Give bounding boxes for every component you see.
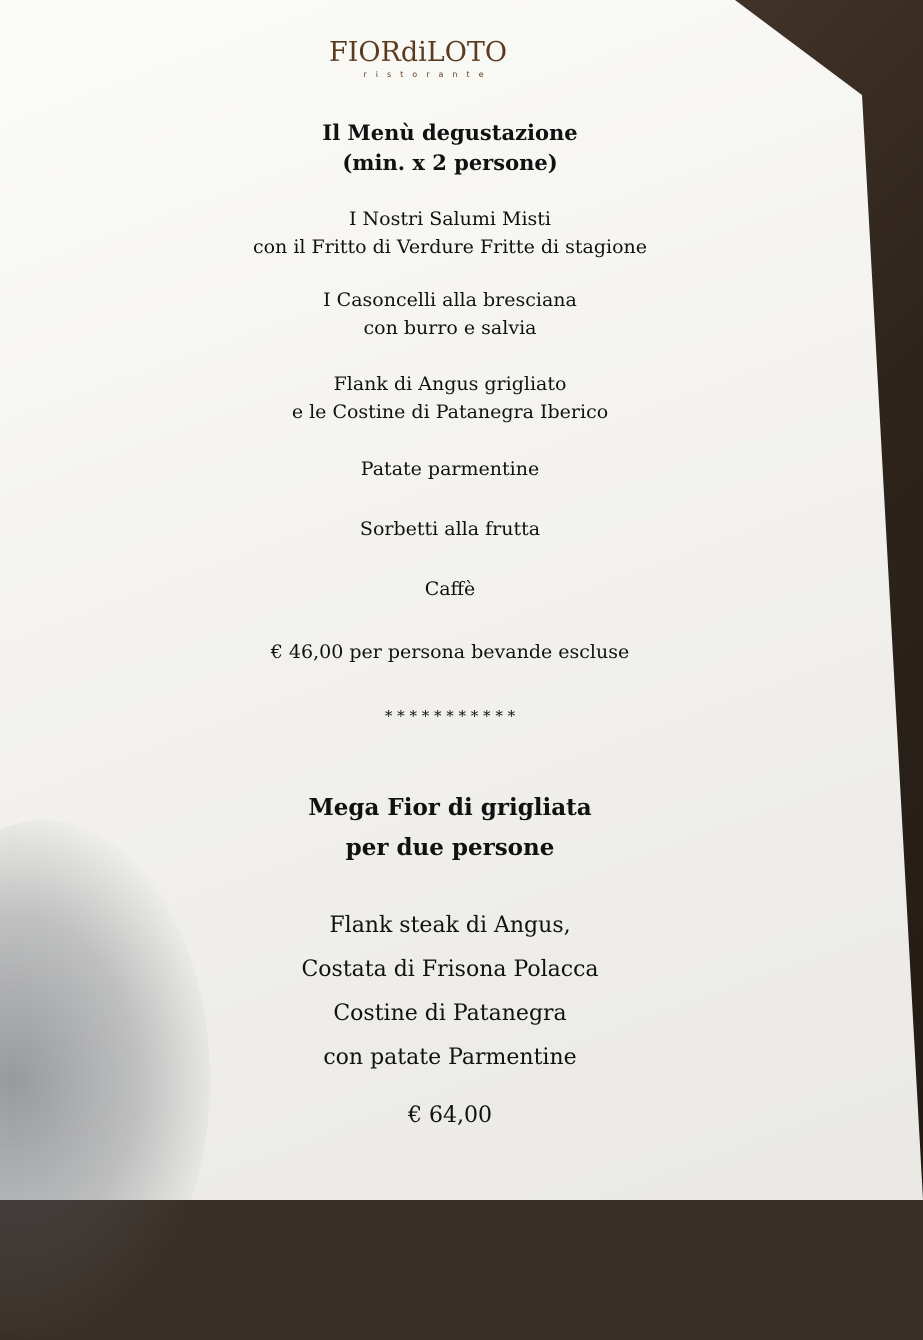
grill-item-4: con patate Parmentine [323,1045,577,1070]
course-2 [140,286,760,342]
tasting-subtitle: (min. x 2 persone) [342,150,558,175]
grill-title-line-1: Mega Fior di grigliata [308,794,592,821]
course-5-line: Sorbetti alla frutta [359,518,541,540]
course-3-line-2: e le Costine di Patanegra Iberico [291,401,609,423]
tasting-menu-title [140,118,760,178]
tasting-price-line: € 46,00 per persona bevande escluse [270,641,630,663]
grill-item-3: Costine di Patanegra [333,1001,567,1026]
course-5 [140,515,760,543]
grill-item-2: Costata di Frisona Polacca [301,957,599,982]
logo-name: FIORdiLOTO [329,37,507,68]
course-2-line-1: I Casoncelli alla bresciana [323,289,577,311]
course-1-line-2: con il Fritto di Verdure Fritte di stagione [252,236,648,258]
course-4-line: Patate parmentine [360,458,540,480]
grill-item-1: Flank steak di Angus, [329,913,571,938]
grill-price [140,1094,760,1138]
restaurant-logo [318,36,518,96]
grill-title [140,788,760,868]
grill-price-line: € 64,00 [408,1103,492,1128]
grill-items [140,904,760,1080]
course-1-line-1: I Nostri Salumi Misti [349,208,551,230]
tasting-price [140,638,760,666]
course-4 [140,455,760,483]
course-2-line-2: con burro e salvia [363,317,537,339]
course-1 [140,205,760,261]
logo-subtitle: ristorante [363,70,493,79]
course-3-line-1: Flank di Angus grigliato [333,373,567,395]
section-divider [140,702,760,730]
divider-stars: * * * * * * * * * * * [384,707,516,725]
course-3 [140,370,760,426]
course-6 [140,575,760,603]
grill-title-line-2: per due persone [345,834,555,861]
tasting-title: Il Menù degustazione [322,120,578,145]
course-6-line: Caffè [424,578,476,600]
